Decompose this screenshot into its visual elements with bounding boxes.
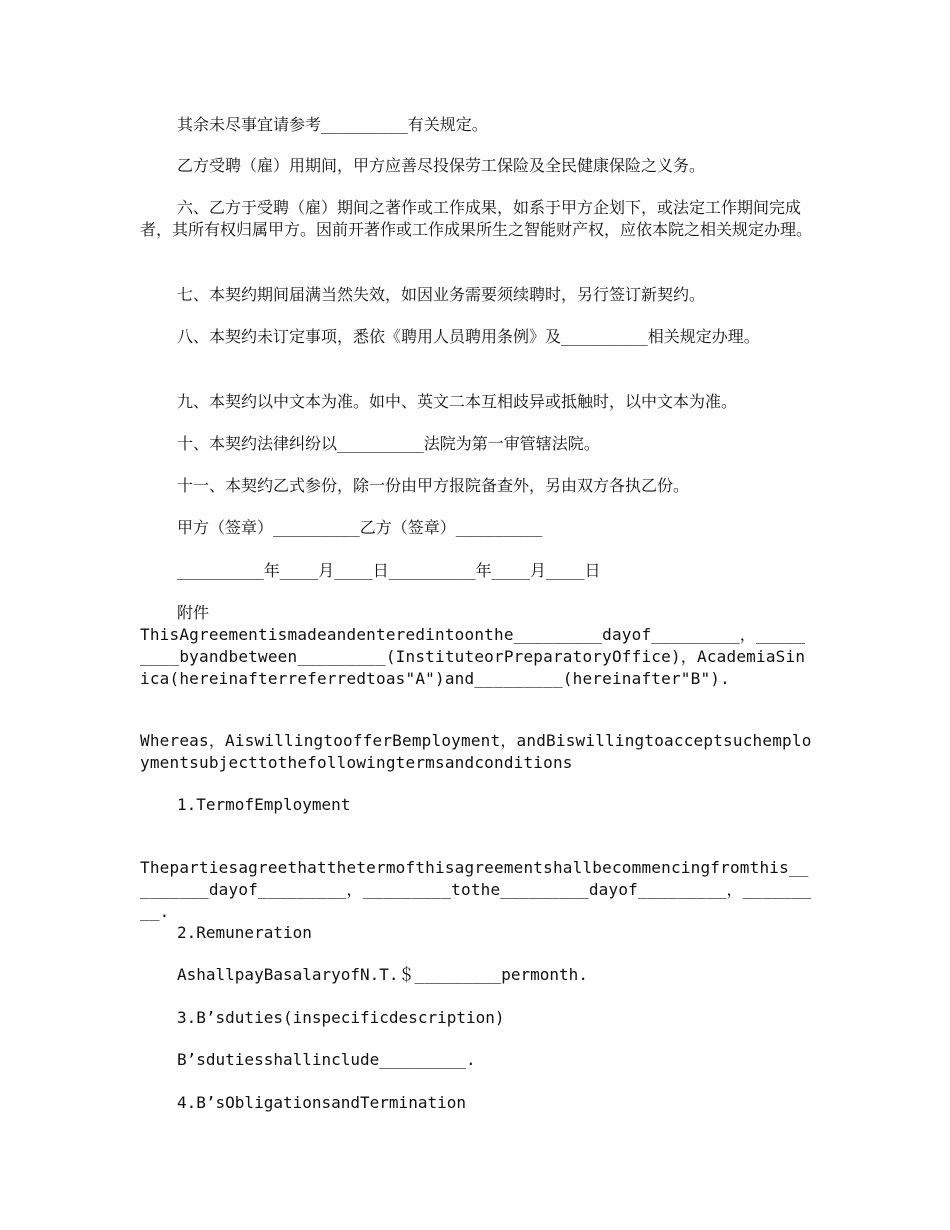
clause-6-intellectual-property: 六、乙方于受聘（雇）期间之著作或工作成果，如系于甲方企划下，或法定工作期间完成者，其所有权归属甲方。因前开著作或工作成果所生之智能财产权，应依本院之相关规定办理。 (140, 198, 813, 239)
section-4-heading: 4.B’sObligationsandTermination (177, 1093, 466, 1112)
section-2-salary-text: AshallpayBasalaryofN.T.＄_________permonth. (177, 965, 588, 984)
section-3-duties-text: B’sdutiesshallinclude_________. (177, 1050, 476, 1069)
attachment-heading: 附件 (177, 603, 210, 622)
clause-insurance: 乙方受聘（雇）用期间，甲方应善尽投保劳工保险及全民健康保险之义务。 (177, 156, 706, 175)
clause-9-language: 九、本契约以中文本为准。如中、英文二本互相歧异或抵触时，以中文本为准。 (177, 392, 738, 411)
clause-10-jurisdiction: 十、本契约法律纠纷以_________法院为第一审管辖法院。 (177, 434, 600, 453)
clause-7-expiration: 七、本契约期间届满当然失效，如因业务需要须续聘时，另行签订新契约。 (177, 285, 706, 304)
section-1-heading: 1.TermofEmployment (177, 795, 351, 814)
signature-line: 甲方（签章）_________乙方（签章）_________ (177, 518, 543, 537)
whereas-clause: Whereas，AiswillingtoofferBemployment，andBiswillingtoacceptsuchemploymentsubjecttothefollowingtermsandconditions (140, 731, 812, 772)
section-2-heading: 2.Remuneration (177, 923, 312, 942)
clause-8-unspecified-matters: 八、本契约未订定事项，悉依《聘用人员聘用条例》及_________相关规定办理。 (177, 327, 760, 346)
section-1-term-text: Thepartiesagreethatthetermofthisagreementshallbecommencingfromthis_________dayof_________，_________tothe_________dayof_________，_________. (140, 858, 812, 921)
clause-other-matters: 其余未尽事宜请参考_________有关规定。 (177, 115, 488, 134)
section-3-heading: 3.B’sduties(inspecificdescription) (177, 1008, 505, 1027)
agreement-intro: ThisAgreementismadeandenteredintoonthe_________dayof_________，_________byandbetween_________(InstituteorPreparatoryOffice)，AcademiaSinica(hereinafterreferredtoas"A")and_________(hereinafter"B"). (140, 625, 806, 688)
date-line: _________年____月____日_________年____月____日 (177, 561, 601, 580)
clause-11-copies: 十一、本契约乙式参份，除一份由甲方报院备查外，另由双方各执乙份。 (177, 476, 690, 495)
